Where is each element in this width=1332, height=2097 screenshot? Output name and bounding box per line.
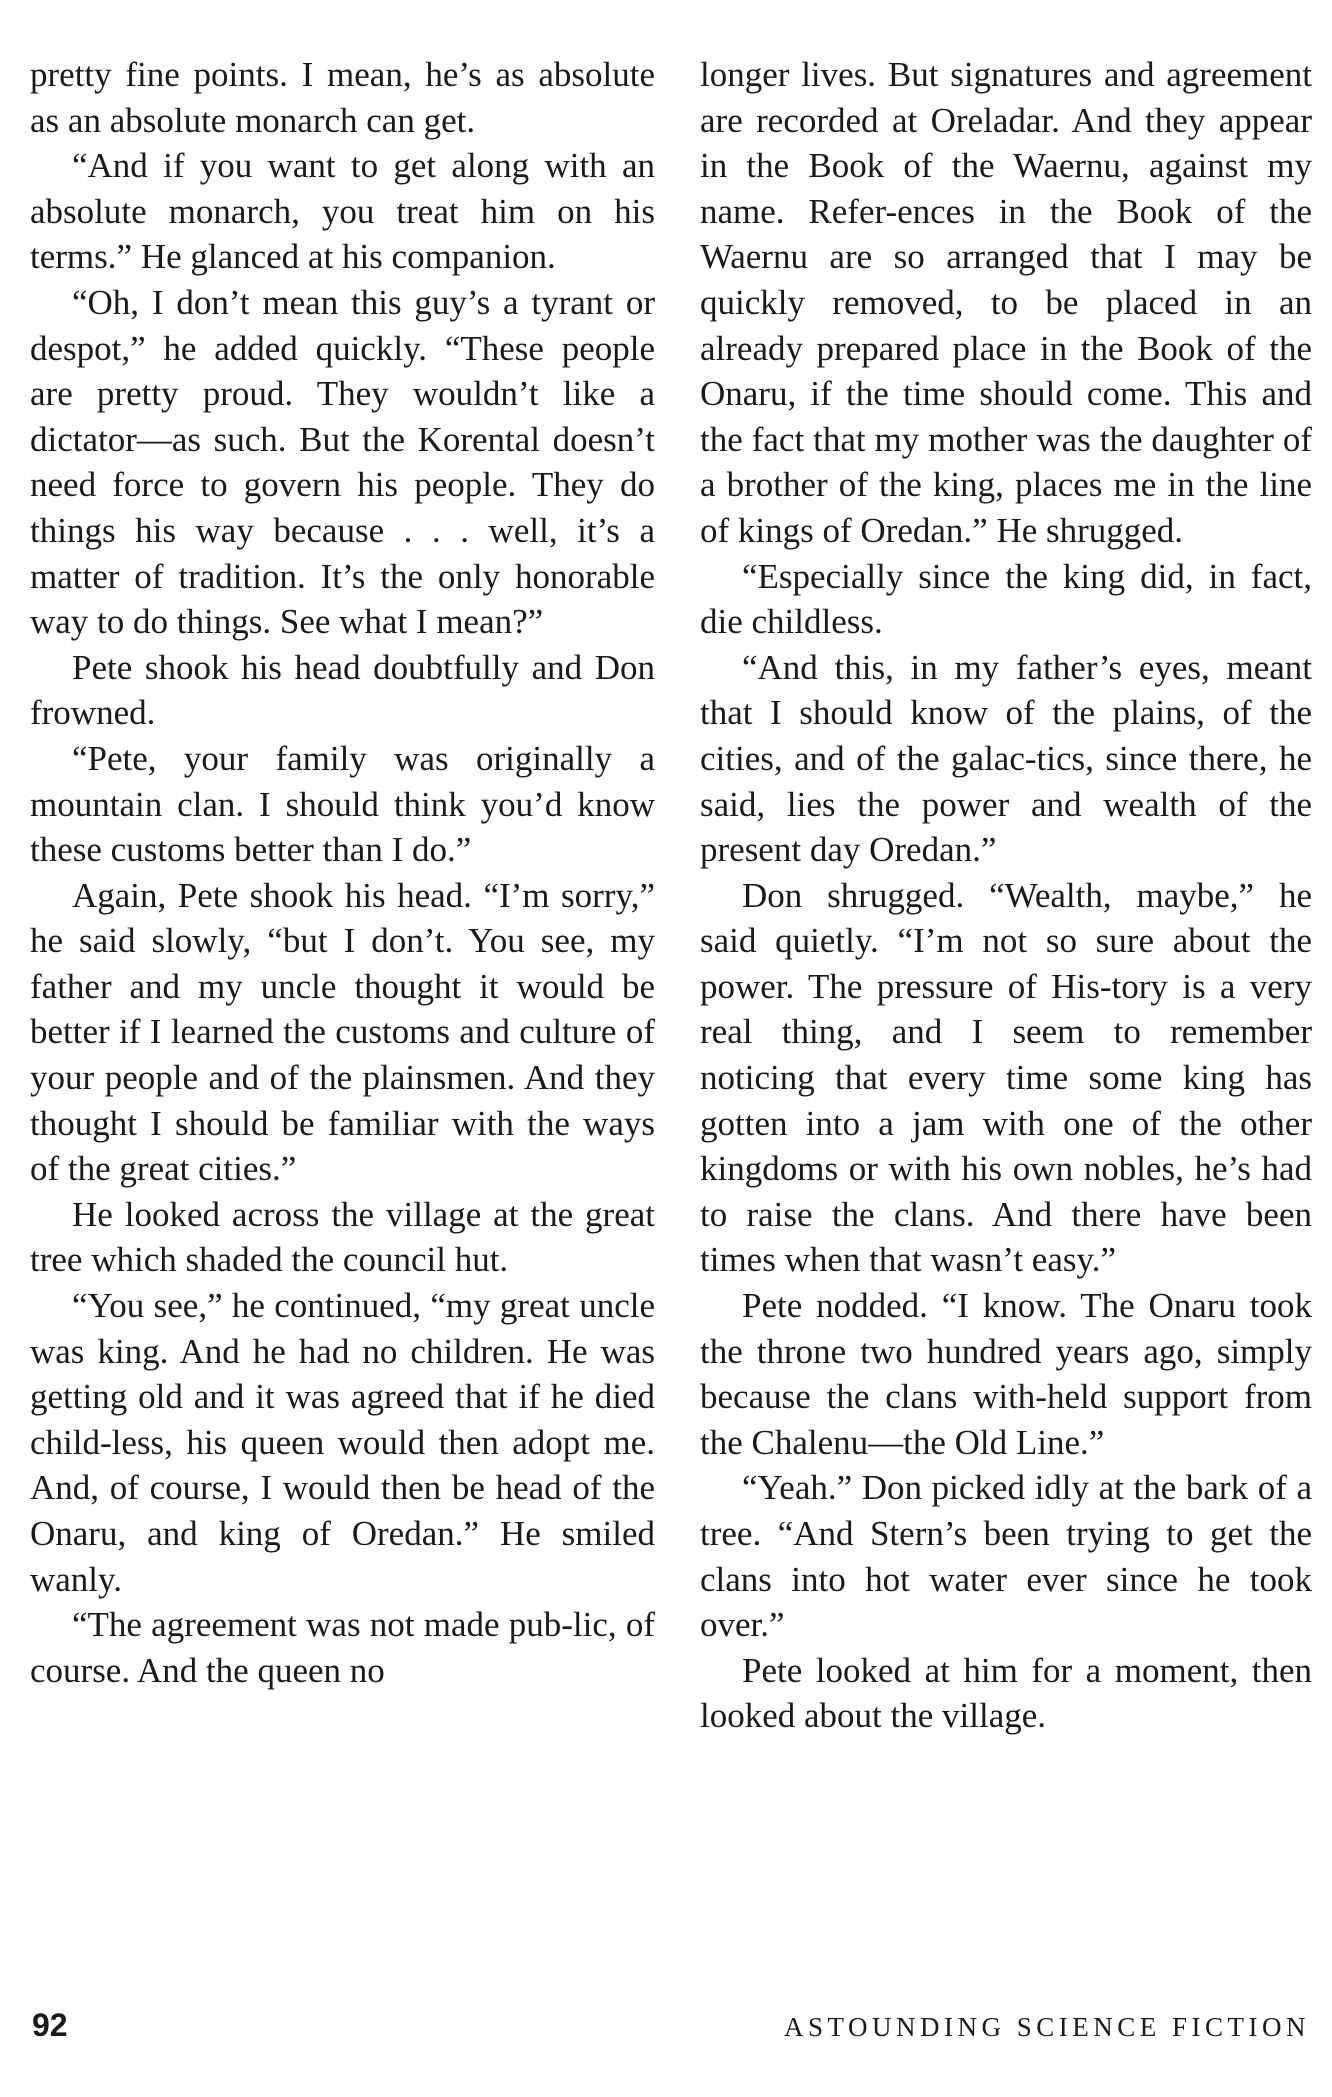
paragraph: “Oh, I don’t mean this guy’s a tyrant or despot,” he added quickly. “These people are pretty proud. They wouldn’t like a dictator—as such. But the Korental doesn’t need force to govern his people. They do things his way because . . . well, it’s a matter of tradition. It’s the only honorable way to do things. See what I mean?” xyxy=(30,282,655,642)
paragraph: “Especially since the king did, in fact, die childless. xyxy=(700,556,1312,642)
paragraph: “Pete, your family was originally a mountain clan. I should think you’d know these customs better than I do.” xyxy=(30,738,655,870)
left-column xyxy=(30,52,655,1693)
paragraph: Pete shook his head doubtfully and Don frowned. xyxy=(30,647,655,733)
paragraph: longer lives. But signatures and agreement are recorded at Oreladar. And they appear in the Book of the Waernu, against my name. Refer-ences in the Book of the Waernu are so arranged that I may be quickly removed, to be placed in an already prepared place in the Book of the Onaru, if the time should come. This and the fact that my mother was the daughter of a brother of the king, places me in the line of kings of Oredan.” He shrugged. xyxy=(700,55,1312,550)
paragraph: “You see,” he continued, “my great uncle was king. And he had no children. He was getting old and it was agreed that if he died child-less, his queen would then adopt me. And, of course, I would then be head of the Onaru, and king of Oredan.” He smiled wanly. xyxy=(30,1286,655,1599)
paragraph: Again, Pete shook his head. “I’m sorry,” he said slowly, “but I don’t. You see, my father and my uncle thought it would be better if I learned the customs and culture of your people and of the plainsmen. And they thought I should be familiar with the ways of the great cities.” xyxy=(30,875,655,1189)
paragraph: Pete looked at him for a moment, then looked about the village. xyxy=(700,1650,1312,1736)
paragraph: “And if you want to get along with an absolute monarch, you treat him on his terms.” He glanced at his companion. xyxy=(30,146,655,277)
right-column xyxy=(700,52,1312,1739)
paragraph: He looked across the village at the great tree which shaded the council hut. xyxy=(30,1194,655,1280)
running-footer-title: ASTOUNDING SCIENCE FICTION xyxy=(783,2012,1310,2042)
paragraph: “And this, in my father’s eyes, meant that I should know of the plains, of the cities, and of the galac-tics, since there, he said, lies the power and wealth of the present day Oredan.” xyxy=(700,647,1312,870)
paragraph: Don shrugged. “Wealth, maybe,” he said quietly. “I’m not so sure about the power. The pressure of His-tory is a very real thing, and I seem to remember noticing that every time some king has gotten into a jam with one of the other kingdoms or with his own nobles, he’s had to raise the clans. And there have been times when that wasn’t easy.” xyxy=(700,875,1312,1280)
paragraph: “Yeah.” Don picked idly at the bark of a tree. “And Stern’s been trying to get the clans into hot water ever since he took over.” xyxy=(700,1468,1312,1645)
paragraph: Pete nodded. “I know. The Onaru took the throne two hundred years ago, simply because the clans with-held support from the Chalenu—the Old Line.” xyxy=(700,1286,1312,1462)
page-number: 92 xyxy=(32,2007,68,2043)
paragraph: “The agreement was not made pub-lic, of course. And the queen no xyxy=(30,1605,655,1690)
paragraph: pretty fine points. I mean, he’s as absolute as an absolute monarch can get. xyxy=(30,55,655,140)
